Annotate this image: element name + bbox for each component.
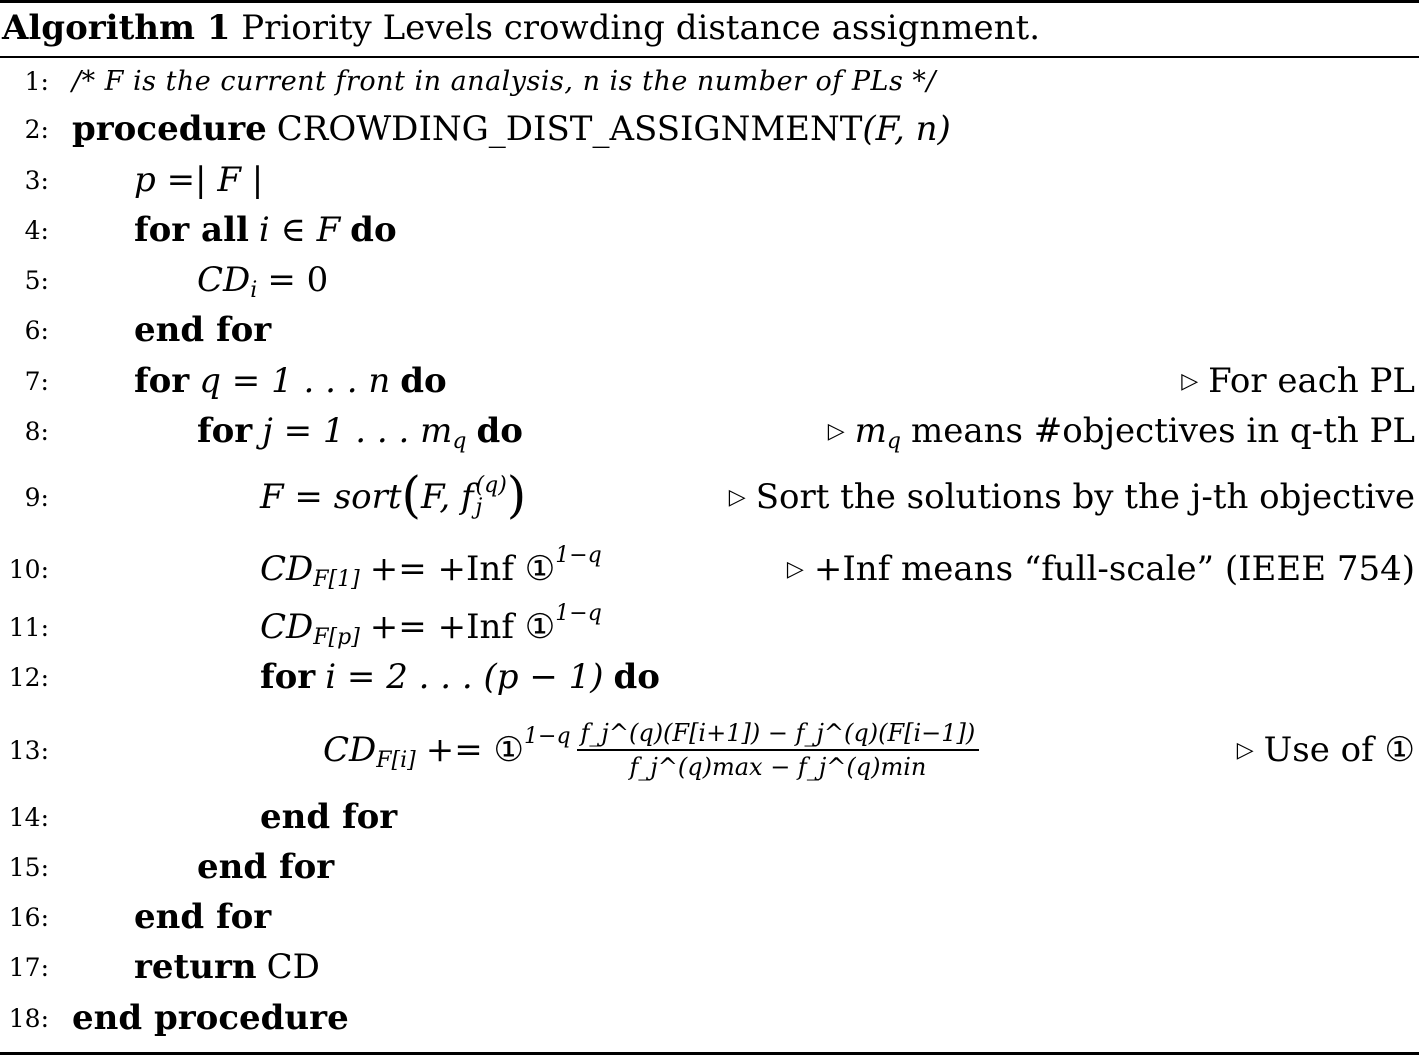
comment-line: /* F is the current front in analysis, n is the number of PLs */ [72, 65, 937, 97]
top-rule [0, 0, 1419, 3]
line-number: 6: [24, 315, 49, 345]
statement: CD i = 0 [197, 260, 329, 303]
keyword: end for [134, 310, 272, 350]
line-number: 7: [24, 366, 49, 396]
algorithm-line-9 [0, 466, 1419, 524]
fraction-denominator: f_j^(q)max − f_j^(q)min [629, 753, 927, 781]
line-number: 18: [8, 1003, 49, 1033]
loop-header: for j = 1 . . . m q do [197, 411, 523, 454]
line-comment: ▷ For each PL [1181, 361, 1415, 401]
procedure-name: CROWDING_DIST_ASSIGNMENT [276, 109, 863, 149]
algorithm-caption [2, 8, 1040, 48]
keyword: procedure [72, 109, 267, 149]
statement: CD F[p] += +Inf ① 1−q [260, 600, 602, 650]
line-number: 8: [24, 416, 49, 446]
comment-marker-icon: ▷ [1236, 737, 1254, 763]
comment-marker-icon: ▷ [786, 556, 804, 582]
statement: CD F[1] += +Inf ① 1−q [260, 542, 602, 592]
keyword: end for [197, 847, 335, 887]
algorithm-line-4 [0, 205, 1419, 255]
algorithm-line-6 [0, 305, 1419, 355]
statement: p =| F | [134, 160, 264, 200]
keyword: end procedure [72, 998, 349, 1038]
loop-expr: i ∈ F [258, 210, 341, 250]
loop-header: for q = 1 . . . n do [134, 361, 447, 401]
line-comment: ▷ Sort the solutions by the j-th objective [728, 477, 1415, 517]
fraction [577, 719, 980, 781]
line-number: 4: [24, 215, 49, 245]
comment-marker-icon: ▷ [1181, 368, 1199, 394]
algorithm-line-14 [0, 792, 1419, 842]
algorithm-line-11 [0, 602, 1419, 652]
keyword: end for [260, 797, 398, 837]
line-number: 13: [8, 735, 49, 765]
statement: F = sort ( F, f (q) j ) [260, 466, 527, 524]
algorithm-line-2 [0, 104, 1419, 154]
line-number: 17: [8, 952, 49, 982]
line-comment: ▷ m q means #objectives in q-th PL [827, 411, 1415, 454]
algorithm-line-5 [0, 255, 1419, 305]
comment-marker-icon: ▷ [728, 484, 746, 510]
line-number: 11: [8, 612, 49, 642]
algorithm-line-8 [0, 406, 1419, 456]
algorithm-line-13 [0, 718, 1419, 782]
line-number: 12: [8, 662, 49, 692]
loop-header [134, 205, 397, 255]
close-paren: ) [506, 466, 527, 524]
line-number: 5: [24, 265, 49, 295]
line-number: 15: [8, 852, 49, 882]
algorithm-line-15 [0, 842, 1419, 892]
caption-text: Priority Levels crowding distance assignment. [241, 8, 1041, 48]
procedure-args: (F, n) [862, 109, 951, 149]
keyword: end for [134, 897, 272, 937]
algorithm-line-3 [0, 155, 1419, 205]
algorithm-line-16 [0, 892, 1419, 942]
line-comment: ▷ Use of ① [1236, 730, 1415, 770]
line-number: 10: [8, 554, 49, 584]
line-number: 16: [8, 902, 49, 932]
return-statement: return CD [134, 947, 320, 987]
keyword: do [350, 210, 397, 250]
line-number: 2: [24, 114, 49, 144]
algorithm-line-17 [0, 942, 1419, 992]
line-number: 9: [24, 482, 49, 512]
fraction-numerator: f_j^(q)(F[i+1]) − f_j^(q)(F[i−1]) [577, 719, 980, 751]
open-paren: ( [401, 466, 422, 524]
algorithm-line-18 [0, 993, 1419, 1043]
algorithm-line-7 [0, 356, 1419, 406]
line-number: 1: [24, 66, 49, 96]
procedure-header [72, 104, 951, 154]
keyword: for all [134, 210, 249, 250]
statement: CD F[i] += ① 1−q $\frac{f\_j\^{}(q)(F[i+1]) - f\_j\^{}(q)(F[i-1])}{f\_j\^{}(q)\max - f\_j\^{}(q)\min}$ [323, 718, 979, 782]
caption-label: Algorithm 1 [2, 8, 231, 48]
line-comment: ▷ +Inf means “full-scale” (IEEE 754) [786, 549, 1415, 589]
line-number: 3: [24, 165, 49, 195]
comment-marker-icon: ▷ [827, 418, 845, 444]
algorithm-line-12 [0, 652, 1419, 702]
algorithm-line-1 [0, 56, 1419, 106]
bottom-rule [0, 1052, 1419, 1055]
line-number: 14: [8, 802, 49, 832]
loop-header: for i = 2 . . . (p − 1) do [260, 657, 660, 697]
algorithm-line-10 [0, 544, 1419, 594]
